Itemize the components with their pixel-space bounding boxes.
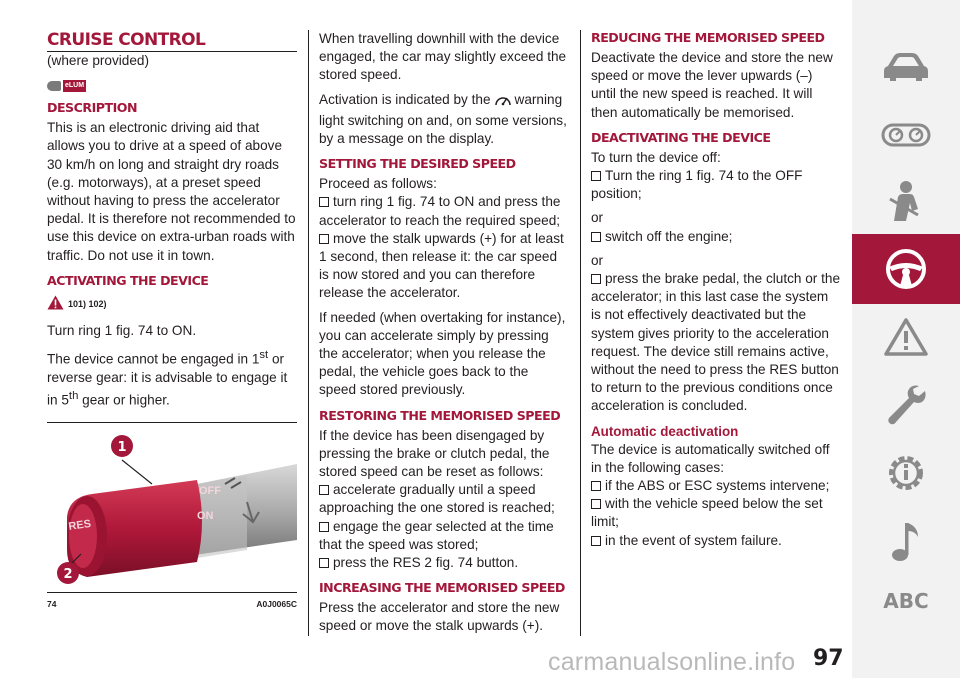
activating-p2 [47,346,297,410]
bullet-box [591,232,601,242]
restoring-heading: RESTORING THE MEMORISED SPEED [319,407,561,423]
setting-item-2: move the stalk upwards (+) for at least 1 second, then release it: the car speed is now stored and you can therefore release the accelerator. [319,230,564,301]
description-heading: DESCRIPTION [47,100,138,116]
list-item [319,193,569,229]
warning-refs [47,295,297,316]
column-1 [47,30,297,622]
deactivate-item-3: press the brake pedal, the clutch or the accelerator; in this last case the system is not effectively deactivated but the system gives priority to the acceleration request. The device still remains active, without the need to press the RES button to return to the previous conditions once acceleration is concluded. [591,271,841,414]
callout-2: 2 [63,566,73,582]
bullet-box [319,234,329,244]
sidebar-item-driving[interactable] [852,234,960,304]
activation-indicator-text [319,91,569,149]
list-item [591,477,841,495]
wrench-icon [883,382,929,428]
increasing-text: Press the accelerator and store the new speed or move the stalk upwards (+). [319,600,560,634]
figure-code: A0J0065C [256,598,297,609]
description-text: This is an electronic driving aid that allows you to drive at a speed of above 30 km/h on long and straight dry roads (e.g. motorways), at a preset speed without having to press the accelerator pedal. It is therefore not recommended to use this device on extra-urban roads with traffic. Do not use it in town. [47,120,296,263]
list-item [591,270,841,416]
bullet-box [319,522,329,532]
overtaking-text: If needed (when overtaking for instance), you can accelerate simply by pressing the accelerator; when you release the pedal, the vehicle goes back to the speed stored previously. [319,309,566,398]
downhill-text: When travelling downhill with the device engaged, the car may slightly exceed the stored speed. [319,31,567,83]
list-item [319,554,569,572]
bullet-box [591,274,601,284]
restoring-intro: If the device has been disengaged by pressing the brake or clutch pedal, the stored speed can be reset as follows: [319,427,550,480]
callout-1: 1 [117,439,127,455]
column-divider-1 [308,30,309,636]
list-item [319,230,569,303]
deactivating-heading: DEACTIVATING THE DEVICE [591,129,771,145]
sidebar-item-technical-data[interactable] [852,438,960,508]
bullet-box [319,485,329,495]
or-text-2: or [591,252,604,268]
setting-item-1: turn ring 1 fig. 74 to ON and press the accelerator to reach the required speed; [319,194,561,228]
column-3 [591,30,841,550]
auto-item-2: with the vehicle speed below the set limit; [591,496,823,530]
dashboard-icon [881,122,931,148]
reducing-heading: REDUCING THE MEMORISED SPEED [591,30,825,45]
list-item [591,532,841,550]
increasing-heading: INCREASING THE MEMORISED SPEED [319,580,565,596]
column-2 [319,30,569,642]
activating-p2-part-b: or reverse gear: it is advisable to engage it in 5 [47,351,288,408]
warning-triangle-icon [47,295,64,316]
bullet-box [591,536,601,546]
superscript-th: th [68,390,79,403]
superscript-st: st [259,349,269,362]
page-number: 97 [813,646,844,671]
setting-intro: Proceed as follows: [319,176,437,192]
activation-text-a: Activation is indicated by the [319,91,491,107]
deactivating-intro: To turn the device off: [591,149,721,165]
bullet-box [591,171,601,181]
column-divider-2 [580,30,581,636]
cruise-control-warning-light-icon [493,93,513,112]
figure-74 [47,422,297,622]
elum-badge: eLUM [63,80,86,92]
bullet-box [319,558,329,568]
subtitle: (where provided) [47,53,149,68]
list-item [591,495,841,531]
chapter-sidebar [852,0,960,678]
restoring-item-3: press the RES 2 fig. 74 button. [333,555,519,571]
sidebar-item-maintenance[interactable] [852,370,960,440]
deactivate-item-2: switch off the engine; [605,228,733,244]
list-item [591,167,841,203]
activation-text-b: warning light switching on and, on some versions, by a message on the display. [319,91,567,147]
sidebar-item-safety[interactable] [852,166,960,236]
activating-p2-part-a: The device cannot be engaged in 1 [47,351,260,367]
hand-pointer-icon [47,81,61,91]
bullet-box [591,481,601,491]
label-res: RES [67,517,92,533]
warning-triangle-icon [884,317,928,357]
figure-bottom-rule [47,592,297,593]
list-item [319,518,569,554]
auto-item-1: if the ABS or ESC systems intervene; [605,478,830,494]
availability-icons [47,76,297,92]
activating-p1: Turn ring 1 fig. 74 to ON. [47,323,197,339]
list-item [591,228,841,246]
auto-item-3: in the event of system failure. [605,532,782,548]
cruise-stalk-illustration [47,422,297,592]
setting-heading: SETTING THE DESIRED SPEED [319,156,516,172]
figure-number: 74 [47,598,57,609]
label-on: ON [197,509,214,522]
restoring-item-2: engage the gear selected at the time that the speed was stored; [319,518,554,552]
warning-refs-text: 101) 102) [68,298,107,309]
restoring-item-1: accelerate gradually until a speed approaching the one stored is reached; [319,482,555,516]
activating-p2-part-c: gear or higher. [78,392,170,408]
reducing-text: Deactivate the device and store the new speed or move the lever upwards (–) until the new speed is reached. It will then automatically be memorised. [591,50,833,120]
page-title: CRUISE CONTROL [47,30,297,52]
label-off: OFF [199,484,221,497]
sidebar-item-car[interactable] [852,32,960,102]
sidebar-item-index[interactable] [852,566,960,636]
seatbelt-person-icon [884,179,928,223]
gear-info-icon [883,450,929,496]
deactivate-item-1: Turn the ring 1 fig. 74 to the OFF position; [591,168,803,202]
automatic-intro: The device is automatically switched off in the following cases: [591,441,830,475]
or-text-1: or [591,210,604,226]
music-note-icon [888,519,924,563]
abc-index-label: ABC [883,589,929,613]
figure-top-rule [47,422,297,423]
car-icon [882,50,930,84]
sidebar-item-dashboard[interactable] [852,100,960,170]
watermark: carmanualsonline.info [548,648,796,676]
list-item [319,481,569,517]
bullet-box [319,197,329,207]
activating-heading: ACTIVATING THE DEVICE [47,272,209,288]
bullet-box [591,499,601,509]
steering-wheel-icon [884,247,928,291]
automatic-deactivation-heading: Automatic deactivation [591,423,739,439]
sidebar-item-warnings[interactable] [852,302,960,372]
